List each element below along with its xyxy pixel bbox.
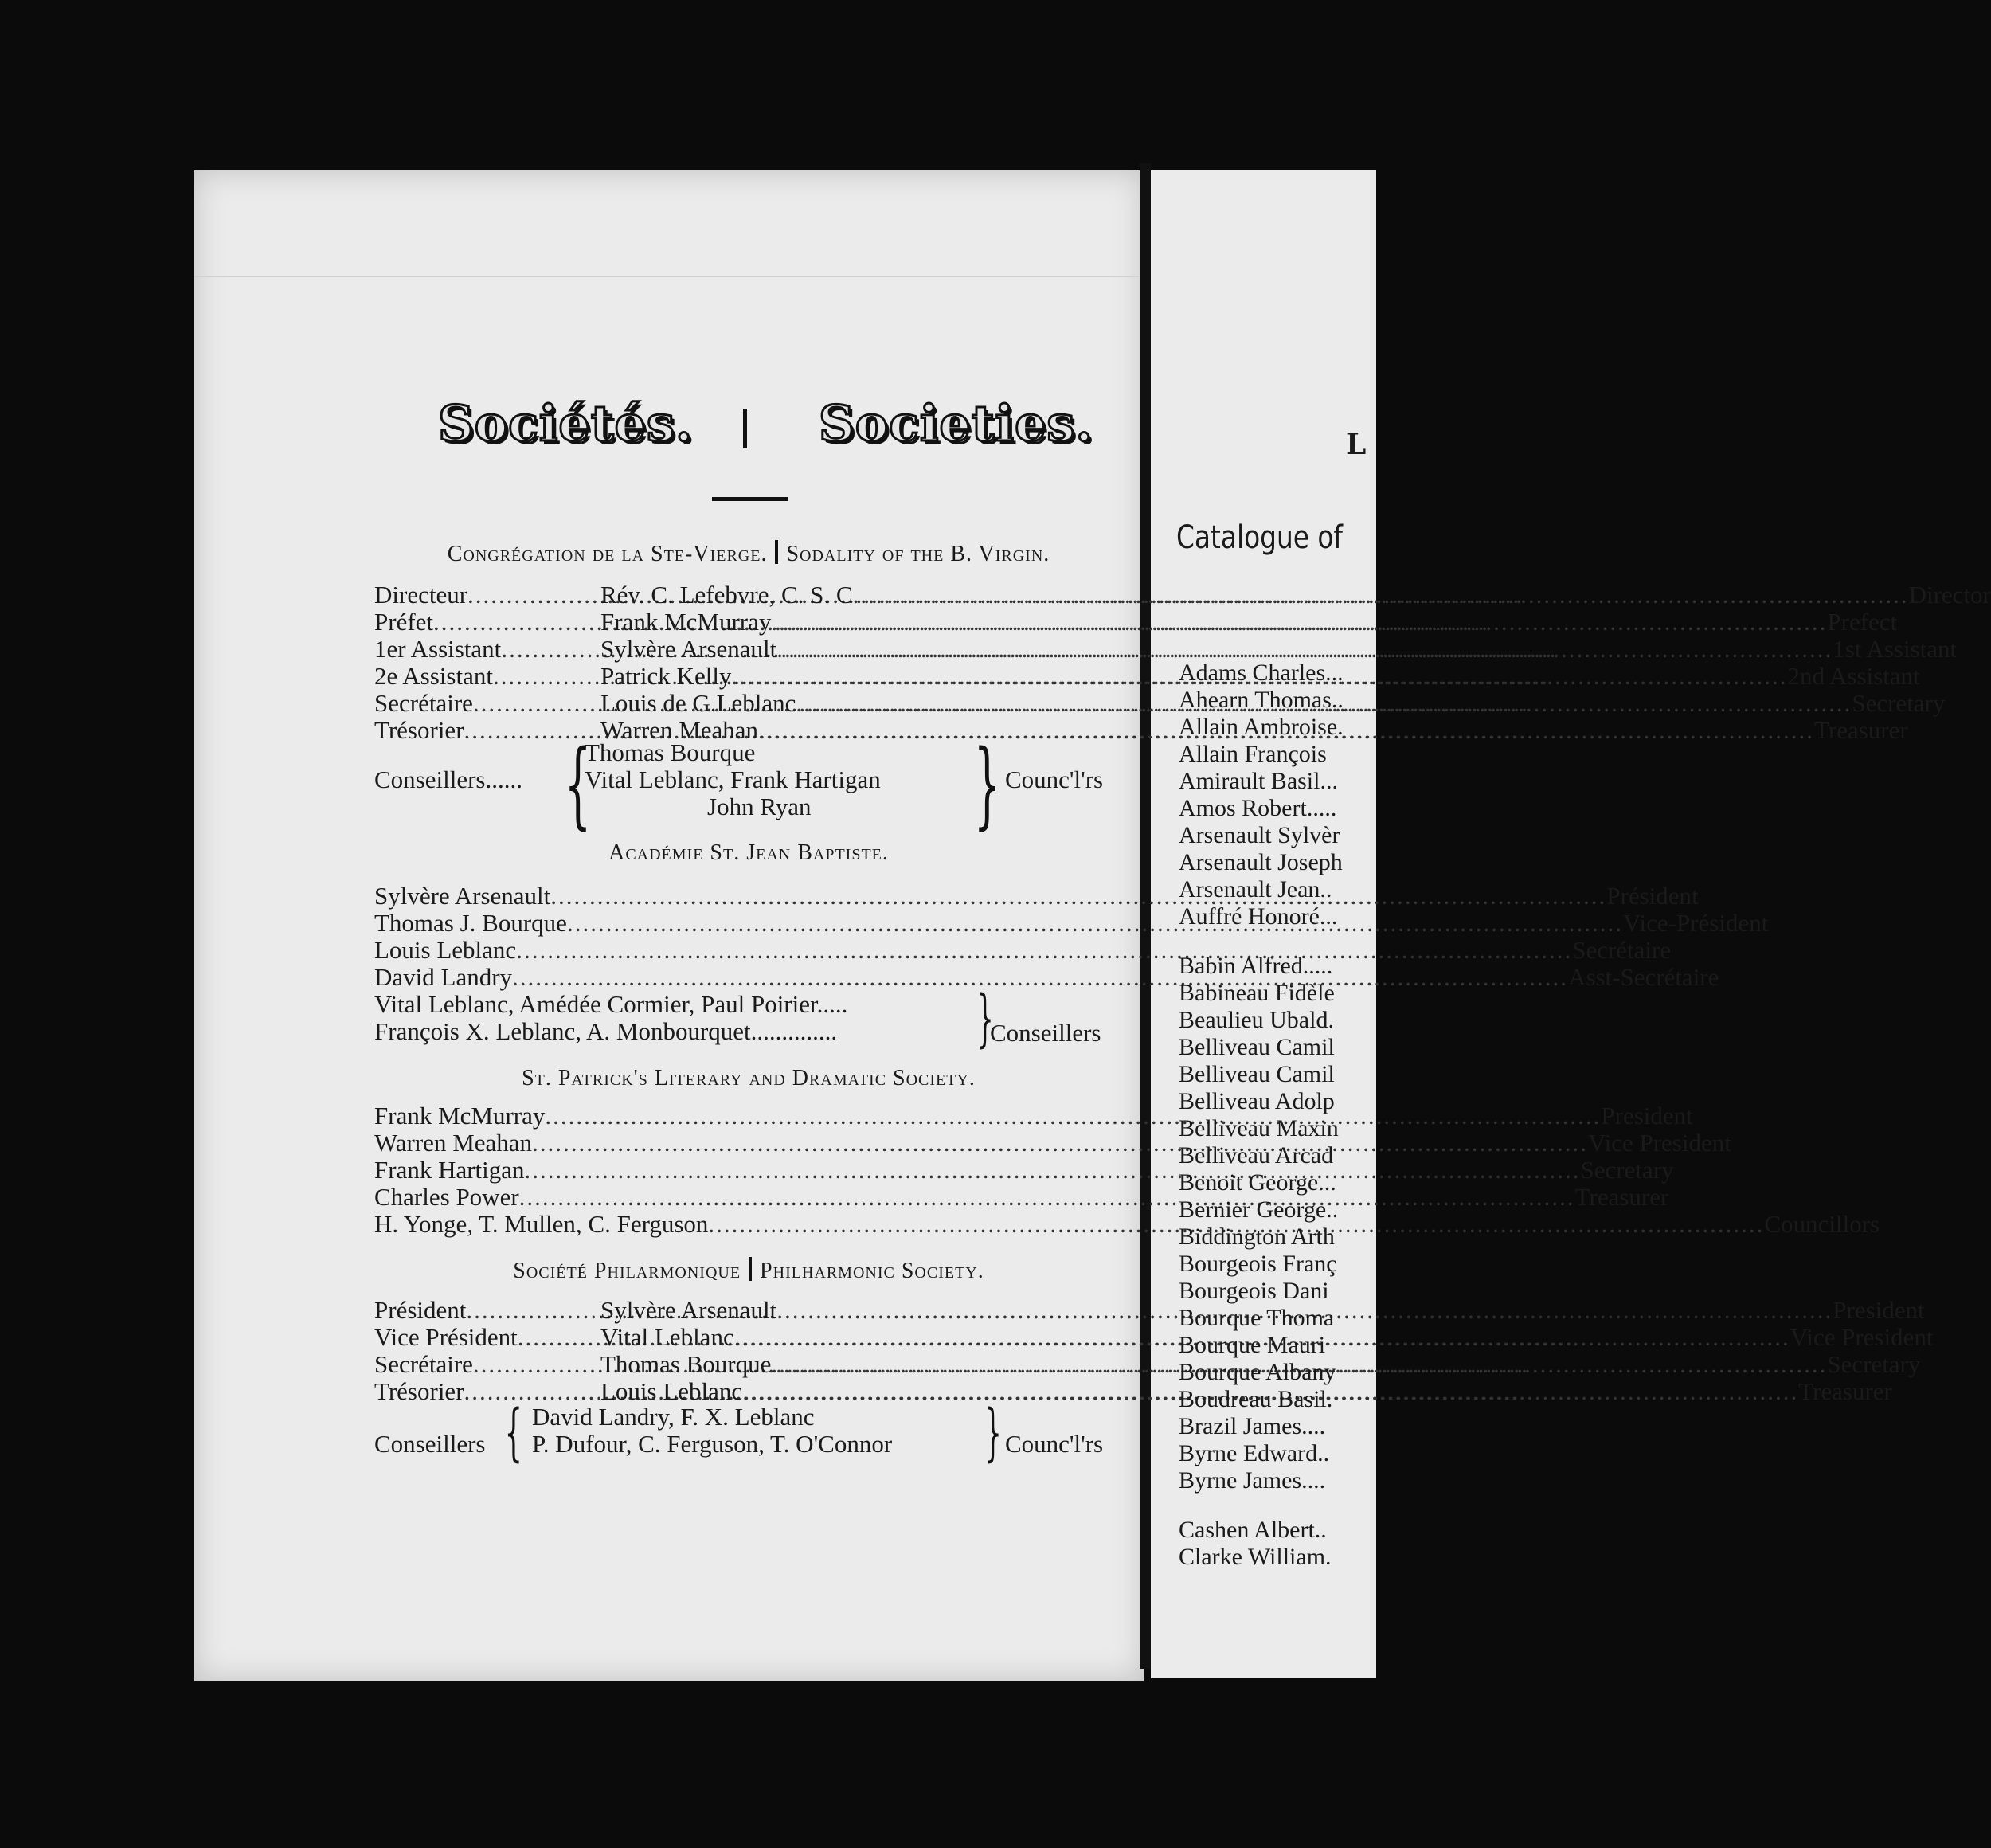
role: President [1601, 1102, 1693, 1130]
council-member: John Ryan [707, 793, 812, 820]
role-fr: 1er Assistant [374, 635, 502, 663]
academie-council-line: Vital Leblanc, Amédée Cormier, Paul Poirier..... [374, 990, 848, 1018]
role: Secrétaire [1572, 936, 1672, 964]
member-name: Thomas Bourque [600, 1350, 772, 1378]
role-fr: Secrétaire [374, 1350, 473, 1378]
role: Treasurer [1574, 1183, 1669, 1211]
member-name: Frank McMurray [374, 1102, 546, 1130]
role-fr: Directeur [374, 581, 468, 609]
member-name: Thomas J. Bourque [374, 909, 567, 937]
member-name: Louis Leblanc [600, 1377, 743, 1405]
list-item: Auffré Honoré... [1179, 903, 1338, 930]
list-item: Bourque Thoma [1179, 1305, 1335, 1331]
academie-title: Académie St. Jean Baptiste. [608, 840, 889, 865]
list-item: Biddington Arth [1179, 1224, 1335, 1250]
member-name: H. Yonge, T. Mullen, C. Ferguson [374, 1210, 709, 1238]
member-name: Louis de G.Leblanc [600, 689, 796, 717]
role-fr: Vice Président [374, 1323, 518, 1351]
role-en: Treasurer [1798, 1377, 1892, 1405]
list-item: Bourque Mauri [1179, 1332, 1326, 1358]
council-member: Thomas Bourque [585, 738, 756, 766]
list-item: Boudreau Basil. [1179, 1386, 1333, 1412]
st-patrick-title: St. Patrick's Literary and Dramatic Society. [522, 1066, 976, 1090]
role-en: Secretary [1827, 1350, 1921, 1378]
role-en: Vice President [1790, 1323, 1934, 1351]
list-item: Arsenault Joseph [1179, 849, 1343, 875]
member-name: Rév. C. Lefebvre, C. S. C [600, 581, 853, 609]
list-item: Babineau Fidèle [1179, 980, 1335, 1006]
list-item: Adams Charles... [1179, 660, 1344, 686]
list-item: Clarke William. [1179, 1544, 1332, 1570]
list-item: Bernier George.. [1179, 1196, 1339, 1223]
heading-french: Sociétés. [438, 394, 694, 452]
congregation-title-en: Sodality of the B. Virgin. [786, 542, 1050, 566]
page-heading [194, 394, 1144, 458]
right-page-letter: L [1346, 428, 1367, 461]
congregation-row [374, 608, 1898, 636]
list-item: Byrne Edward.. [1179, 1440, 1330, 1466]
list-item: Amirault Basil... [1179, 768, 1338, 794]
congregation-title-fr: Congrégation de la Ste-Vierge. [447, 542, 768, 566]
philharmonic-title [374, 1257, 1123, 1284]
list-item: Bourgeois Franç [1179, 1251, 1337, 1277]
title-divider [775, 540, 778, 564]
role: Councillors [1764, 1210, 1880, 1238]
role-en: 1st Assistant [1833, 635, 1958, 663]
list-item: Belliveau Adolp [1179, 1088, 1335, 1114]
member-name: Vital Leblanc [600, 1323, 734, 1351]
list-item: Allain François [1179, 741, 1327, 767]
list-item: Brazil James.... [1179, 1413, 1326, 1439]
congregation-council-label: Conseillers...... [374, 765, 522, 793]
role-en: 2nd Assistant [1787, 662, 1920, 690]
philharmonic-council-label: Conseillers [374, 1430, 486, 1458]
catalogue-list-a [1179, 660, 1344, 1571]
right-brace: } [976, 983, 994, 1055]
list-item: Benoit George... [1179, 1169, 1336, 1196]
title-divider [749, 1257, 752, 1281]
council-member: Vital Leblanc, Frank Hartigan [585, 765, 881, 793]
role-fr: Secrétaire [374, 689, 473, 717]
role: Vice-Président [1622, 909, 1769, 937]
heading-rule [712, 497, 788, 501]
member-name: Louis Leblanc [374, 936, 517, 964]
role-en: Director [1908, 581, 1991, 609]
member-name: Charles Power [374, 1183, 519, 1211]
list-item: Amos Robert..... [1179, 795, 1337, 821]
list-item: Ahearn Thomas.. [1179, 687, 1344, 713]
catalogue-title: Catalogue of [1176, 519, 1343, 556]
role-fr: 2e Assistant [374, 662, 493, 690]
list-item: Babin Alfred..... [1179, 953, 1333, 979]
list-item: Beaulieu Ubald. [1179, 1007, 1334, 1033]
member-name: Sylvère Arsenault [600, 635, 777, 663]
list-item: Belliveau Maxin [1179, 1115, 1339, 1141]
member-name: Frank Hartigan [374, 1156, 525, 1184]
list-item: Byrne James.... [1179, 1467, 1326, 1494]
list-item: Bourgeois Dani [1179, 1278, 1329, 1304]
right-brace: } [973, 729, 1001, 839]
heading-divider [743, 409, 747, 448]
academie-council-line: François X. Leblanc, A. Monbourquet.............. [374, 1017, 838, 1045]
council-member: David Landry, F. X. Leblanc [532, 1403, 815, 1431]
list-item: Belliveau Camil [1179, 1061, 1335, 1087]
role-fr: Préfet [374, 608, 434, 636]
role-fr: Président [374, 1296, 467, 1324]
role: Secretary [1580, 1156, 1674, 1184]
member-name: Patrick Kelly [600, 662, 732, 690]
list-item: Belliveau Arcad [1179, 1142, 1334, 1169]
right-brace: } [984, 1397, 1002, 1469]
role-fr: Trésorier [374, 716, 464, 744]
member-name: Sylvère Arsenault [374, 882, 551, 910]
role-fr: Trésorier [374, 1377, 464, 1405]
list-item: Arsenault Sylvèr [1179, 822, 1340, 848]
congregation-title [374, 540, 1123, 567]
congregation-row [374, 635, 1958, 663]
list-item: Belliveau Camil [1179, 1034, 1335, 1060]
congregation-row [374, 581, 1991, 609]
role: Asst-Secrétaire [1568, 963, 1719, 991]
role-en: Treasurer [1814, 716, 1908, 744]
council-member: P. Dufour, C. Ferguson, T. O'Connor [532, 1430, 893, 1458]
academie-council-role: Conseillers [990, 1019, 1101, 1047]
member-name: Frank McMurray [600, 608, 772, 636]
philharmonic-title-en: Philharmonic Society. [760, 1259, 984, 1283]
philharmonic-title-fr: Société Philarmonique [513, 1259, 741, 1283]
role: Président [1606, 882, 1699, 910]
member-name: Warren Meahan [374, 1129, 533, 1157]
role-en: Prefect [1827, 608, 1898, 636]
role-en: Secretary [1852, 689, 1946, 717]
role-en: President [1833, 1296, 1925, 1324]
congregation-council-role: Counc'l'rs [1005, 765, 1104, 793]
member-name: Sylvère Arsenault [600, 1296, 777, 1324]
member-name: Warren Meahan [600, 716, 759, 744]
academie-row [374, 936, 1672, 964]
list-item: Allain Ambroise. [1179, 714, 1344, 740]
list-item: Arsenault Jean.. [1179, 876, 1332, 902]
left-brace: { [564, 729, 592, 839]
philharmonic-council-role: Counc'l'rs [1005, 1430, 1104, 1458]
list-item: Cashen Albert.. [1179, 1517, 1327, 1543]
member-name: David Landry [374, 963, 513, 991]
list-item: Bourque Albany [1179, 1359, 1336, 1385]
left-brace: { [504, 1397, 522, 1469]
role: Vice President [1588, 1129, 1731, 1157]
heading-english: Societies. [819, 394, 1094, 452]
